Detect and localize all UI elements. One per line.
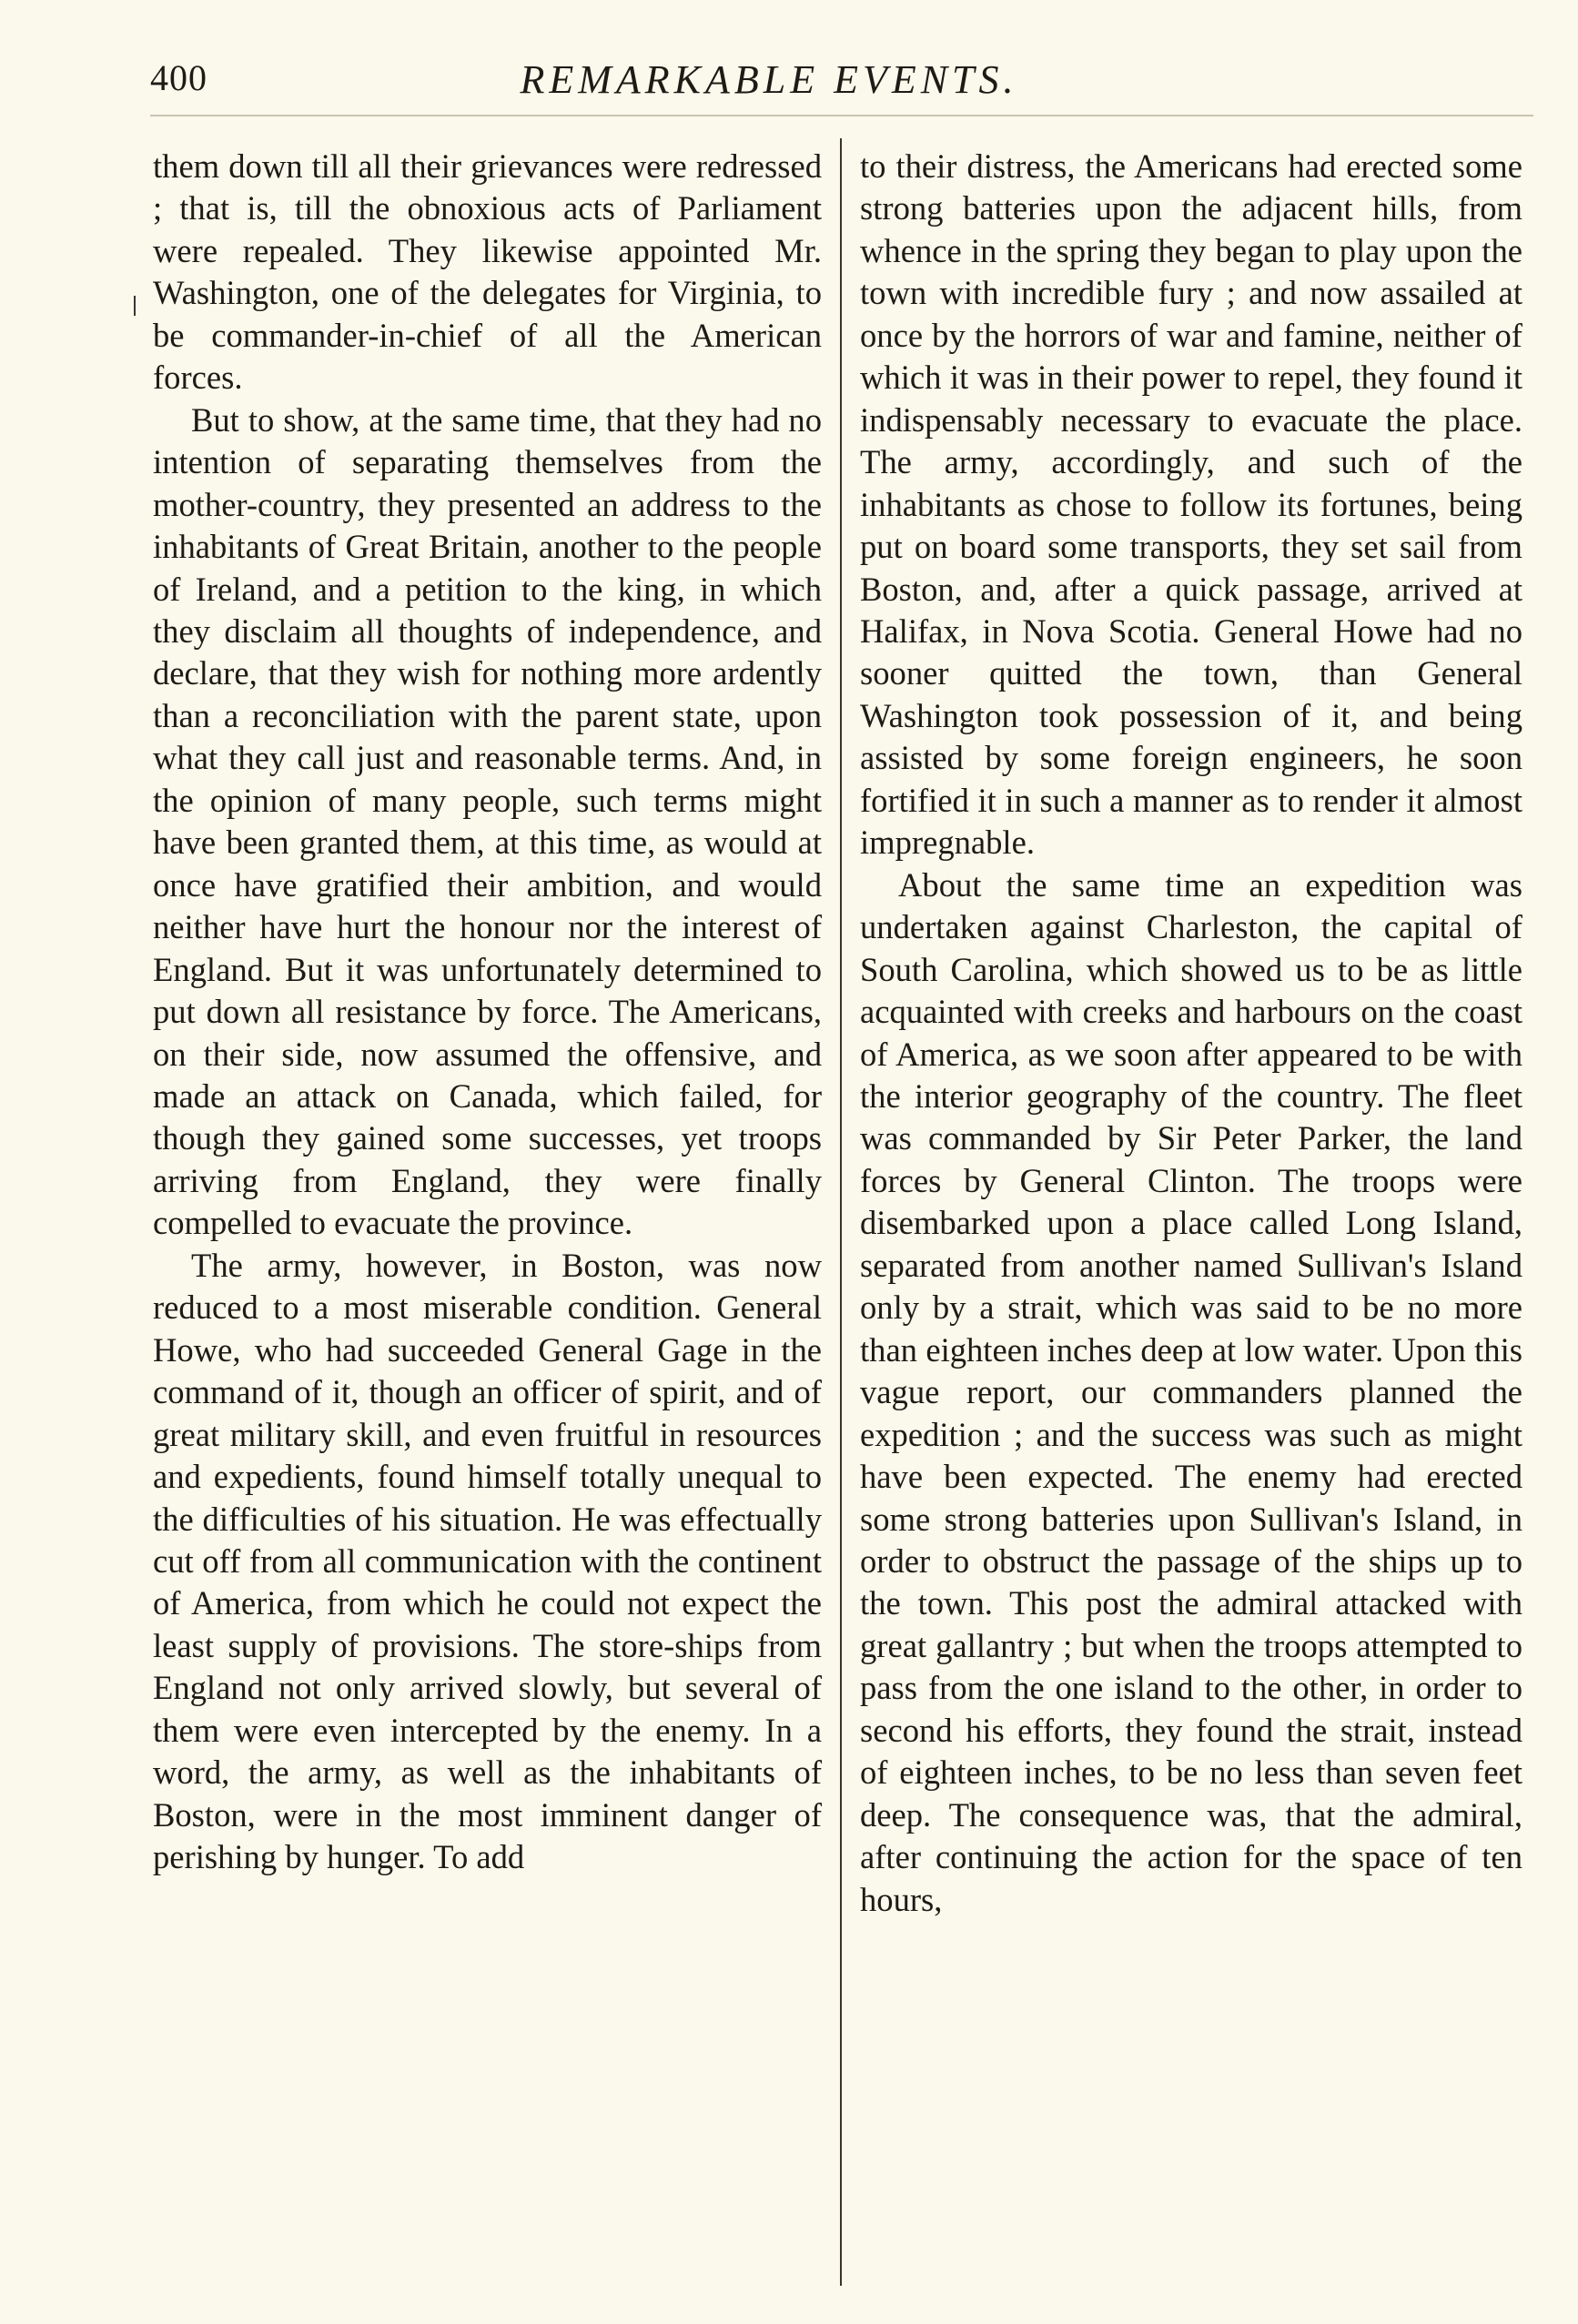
paragraph: to their distress, the Americans had erected some strong batteries upon the adjacent hills, from whence in the spring they began to play upon the town with incredible fury ; and now assailed at once by the horrors of war and famine, neither of which it was in their power to repel, they found it indispensably necessary to evacuate the place. The army, accordingly, and such of the inhabitants as chose to follow its fortunes, being put on board some transports, they set sail from Boston, and, after a quick passage, arrived at Halifax, in Nova Scotia. General Howe had no sooner quitted the town, than General Washington took possession of it, and being assisted by some foreign engineers, he soon fortified it in such a manner as to render it almost impregnable.: [860, 147, 1522, 862]
paragraph: About the same time an expedition was undertaken against Charleston, the capital of South Carolina, which showed us to be as little acquainted with creeks and harbours on the coast of America, as we soon after appeared to be with the interior geography of the country. The fleet was commanded by Sir Peter Parker, the land forces by General Clinton. The troops were disembarked upon a place called Long Island, separated from another named Sullivan's Island only by a strait, which was said to be no more than eighteen inches deep at low water. Upon this vague report, our commanders planned the expedition ; and the success was such as might have been expected. The enemy had erected some strong batteries upon Sullivan's Island, in order to obstruct the passage of the ships up to the town. This post the admiral attacked with great gallantry ; but when the troops attempted to pass from the one island to the other, in order to second his efforts, they found the strait, instead of eighteen inches, to be no less than seven feet deep. The consequence was, that the admiral, after continuing the action for the space of ten hours,: [860, 865, 1522, 1918]
paragraph: The army, however, in Boston, was now reduced to a most miserable condition. General Howe, who had succeeded General Gage in the command of it, though an officer of spirit, and of great military skill, and even fruitful in resources and expedients, found himself totally unequal to the difficulties of his situation. He was effectually cut off from all communication with the continent of America, from which he could not expect the least supply of provisions. The store-ships from England not only arrived slowly, but several of them were even intercepted by the enemy. In a word, the army, as well as the inhabitants of Boston, were in the most imminent danger of perishing by hunger. To add: [153, 1246, 822, 1876]
left-column: [153, 146, 822, 1879]
page-header: [150, 56, 1533, 111]
running-title: REMARKABLE EVENTS.: [520, 57, 1018, 102]
column-divider: [840, 138, 842, 2286]
page-number: 400: [150, 57, 207, 98]
header-rule: [150, 115, 1533, 116]
paragraph: them down till all their grievances were redressed ; that is, till the obnoxious acts of Parliament were repealed. They likewise appointed Mr. Washington, one of the delegates for Virginia, to be commander-in-chief of all the American forces.: [153, 147, 822, 397]
right-column: [860, 146, 1522, 1921]
paragraph: But to show, at the same time, that they had no intention of separating themselves from the mother-country, they presented an address to the inhabitants of Great Britain, another to the people of Ireland, and a petition to the king, in which they disclaim all thoughts of independence, and declare, that they wish for nothing more ardently than a reconciliation with the parent state, upon what they call just and reasonable terms. And, in the opinion of many people, such terms might have been granted them, at this time, as would at once have gratified their ambition, and would neither have hurt the honour nor the interest of England. But it was unfortunately determined to put down all resistance by force. The Americans, on their side, now assumed the offensive, and made an attack on Canada, which failed, for though they gained some successes, yet troops arriving from England, they were finally compelled to evacuate the province.: [153, 400, 822, 1242]
margin-mark: [134, 296, 136, 316]
